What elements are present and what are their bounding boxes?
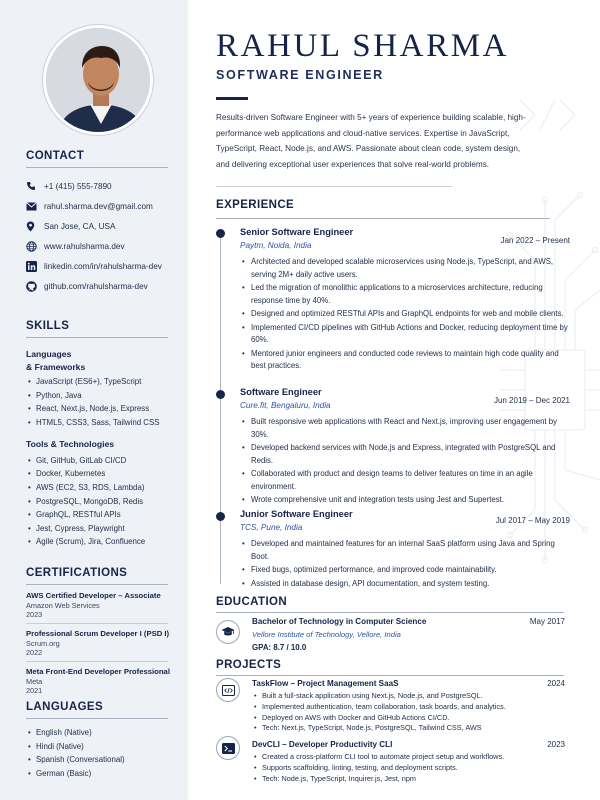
timeline-dot (216, 512, 225, 521)
school-name: Vellore Institute of Technology, Vellore, India (252, 630, 401, 639)
website-text: www.rahulsharma.dev (44, 241, 125, 251)
skill-item: • Git, GitHub, GitLab CI/CD (26, 454, 168, 468)
cert-year: 2021 (26, 686, 43, 695)
languages-divider (26, 718, 168, 719)
timeline-dot (216, 390, 225, 399)
terminal-icon (216, 736, 240, 760)
skills-group-title: Languages (26, 349, 72, 359)
cert-issuer: Meta (26, 677, 43, 686)
contact-location (26, 216, 168, 236)
project-bullet: • Built a full-stack application using Next.js, Node.js, and PostgreSQL. (252, 691, 565, 702)
job-company: Paytm, Noida, India (240, 241, 312, 250)
contact-github[interactable] (26, 276, 168, 296)
project-entry (252, 740, 565, 784)
education-heading: EDUCATION (216, 596, 288, 608)
education-date: May 2017 (529, 617, 565, 626)
job-entry (240, 226, 570, 373)
skills-group-title-line2: & Frameworks (26, 361, 86, 372)
summary-divider (216, 186, 452, 187)
job-bullet: • Built responsive web applications with React and Next.js, improving user engagement by 30%. (240, 416, 570, 441)
skill-item: • Agile (Scrum), Jira, Confluence (26, 535, 168, 549)
language-item: • Hindi (Native) (26, 740, 168, 754)
job-entry (240, 386, 570, 507)
main-column (188, 0, 600, 800)
candidate-name: RAHUL SHARMA (216, 28, 510, 64)
timeline-dot (216, 229, 225, 238)
cert-year: 2023 (26, 610, 43, 619)
cert-issuer: Scrum.org (26, 639, 60, 648)
cert-year: 2022 (26, 648, 43, 657)
job-bullet: • Assisted in database design, API documentation, and system testing. (240, 578, 570, 591)
language-item: • German (Basic) (26, 767, 168, 781)
education-divider (216, 612, 564, 613)
job-bullet: • Mentored junior engineers and conducted code reviews to maintain high code quality and best practices. (240, 348, 570, 373)
certifications-heading: CERTIFICATIONS (26, 567, 128, 579)
experience-heading: EXPERIENCE (216, 199, 295, 211)
skills-group-title: Tools & Technologies (26, 439, 115, 450)
experience-divider (216, 218, 550, 219)
cert-divider (26, 661, 168, 662)
education-entry (252, 617, 565, 652)
project-year: 2024 (547, 679, 565, 688)
project-title: DevCLI – Developer Productivity CLI (252, 740, 393, 749)
job-title: Senior Software Engineer (240, 227, 354, 237)
project-entry (252, 679, 565, 734)
language-item: • English (Native) (26, 726, 168, 740)
summary-text: Results-driven Software Engineer with 5+ years of experience building scalable, high-performance web applications and cloud-native services. Expertise in JavaScript, TypeScript, React, Node.js, and AWS. Passionate about clean code, system design, and delivering exceptional user experiences that solve real-world problems. (216, 113, 526, 169)
code-icon (216, 678, 240, 702)
job-bullet: • Collaborated with product and design teams to deliver features on time in an agile environment. (240, 468, 570, 493)
candidate-role: SOFTWARE ENGINEER (216, 68, 384, 82)
skill-item: • GraphQL, RESTful APIs (26, 508, 168, 522)
job-company: Cure.fit, Bengaluru, India (240, 401, 331, 410)
cert-name: Professional Scrum Developer I (PSD I) (26, 629, 170, 638)
title-accent-rule (216, 97, 248, 100)
linkedin-icon (26, 261, 42, 272)
job-title: Software Engineer (240, 387, 322, 397)
skill-item: • Docker, Kubernetes (26, 467, 168, 481)
languages-heading: LANGUAGES (26, 701, 104, 713)
skill-item: • AWS (EC2, S3, RDS, Lambda) (26, 481, 168, 495)
job-company: TCS, Pune, India (240, 523, 303, 532)
phone-text: +1 (415) 555-7890 (44, 181, 112, 191)
job-dates: Jun 2019 – Dec 2021 (493, 396, 570, 405)
profile-photo (43, 25, 153, 135)
contact-divider (26, 167, 168, 168)
degree-title: Bachelor of Technology in Computer Science (252, 617, 427, 626)
gpa-text: GPA: 8.7 / 10.0 (252, 643, 307, 652)
job-title: Junior Software Engineer (240, 509, 353, 519)
project-bullet: • Supports scaffolding, linting, testing, and deployment scripts. (252, 763, 565, 774)
graduation-cap-icon (216, 620, 240, 644)
skills-heading: SKILLS (26, 320, 70, 332)
location-icon (26, 221, 42, 232)
skills-group-tools (26, 438, 168, 549)
project-title: TaskFlow – Project Management SaaS (252, 679, 399, 688)
github-text: github.com/rahulsharma-dev (44, 281, 148, 291)
cert-item (26, 591, 170, 619)
project-bullet: • Tech: Node.js, TypeScript, Inquirer.js, Jest, npm (252, 774, 565, 785)
job-bullet: • Wrote comprehensive unit and integration tests using Jest and Supertest. (240, 494, 570, 507)
job-bullet: • Fixed bugs, optimized performance, and improved code maintainability. (240, 564, 570, 577)
certifications-divider (26, 584, 168, 585)
project-bullet: • Tech: Next.js, TypeScript, Node.js, PostgreSQL, Tailwind CSS, AWS (252, 723, 565, 734)
job-bullet: • Implemented CI/CD pipelines with GitHub Actions and Docker, reducing deployment time by 60%. (240, 322, 570, 347)
skill-item: • PostgreSQL, MongoDB, Redis (26, 495, 168, 509)
project-year: 2023 (547, 740, 565, 749)
phone-icon (26, 181, 42, 191)
github-icon (26, 281, 42, 292)
projects-heading: PROJECTS (216, 659, 282, 671)
contact-linkedin[interactable] (26, 256, 168, 276)
contact-email[interactable] (26, 196, 168, 216)
sidebar (0, 0, 188, 800)
cert-item (26, 629, 170, 657)
job-dates: Jul 2017 – May 2019 (495, 516, 570, 525)
skill-item: • Jest, Cypress, Playwright (26, 522, 168, 536)
project-bullet: • Created a cross-platform CLI tool to automate project setup and workflows. (252, 752, 565, 763)
projects-divider (216, 675, 564, 676)
linkedin-text: linkedin.com/in/rahulsharma-dev (44, 261, 162, 271)
skills-divider (26, 337, 168, 338)
cert-name: AWS Certified Developer – Associate (26, 591, 161, 600)
skill-item: • HTML5, CSS3, Sass, Tailwind CSS (26, 416, 168, 430)
contact-list (26, 176, 168, 296)
job-bullet: • Led the migration of monolithic applications to a microservices architecture, reducing response time by 40%. (240, 282, 570, 307)
cert-item (26, 667, 170, 695)
cert-divider (26, 623, 168, 624)
skill-item: • Python, Java (26, 389, 168, 403)
project-bullet: • Implemented authentication, team collaboration, task boards, and analytics. (252, 702, 565, 713)
job-bullet: • Architected and developed scalable microservices using Node.js, TypeScript, and AWS, serving 2M+ daily active users. (240, 256, 570, 281)
cert-name: Meta Front-End Developer Professional (26, 667, 170, 676)
skill-item: • JavaScript (ES6+), TypeScript (26, 375, 168, 389)
language-item: • Spanish (Conversational) (26, 753, 168, 767)
globe-icon (26, 241, 42, 252)
email-icon (26, 202, 42, 211)
contact-website[interactable] (26, 236, 168, 256)
project-bullet: • Deployed on AWS with Docker and GitHub Actions CI/CD. (252, 713, 565, 724)
job-bullet: • Developed and maintained features for an internal SaaS platform using Java and Spring Boot. (240, 538, 570, 563)
location-text: San Jose, CA, USA (44, 221, 116, 231)
skill-item: • React, Next.js, Node.js, Express (26, 402, 168, 416)
cert-issuer: Amazon Web Services (26, 601, 100, 610)
experience-timeline (220, 232, 221, 584)
contact-phone[interactable] (26, 176, 168, 196)
contact-heading: CONTACT (26, 150, 85, 162)
job-bullet: • Developed backend services with Node.js and Express, integrated with PostgreSQL and Redis. (240, 442, 570, 467)
email-text: rahul.sharma.dev@gmail.com (44, 201, 153, 211)
job-bullet: • Designed and optimized RESTful APIs and GraphQL endpoints for web and mobile clients. (240, 308, 570, 321)
job-entry (240, 508, 570, 590)
skills-group-languages (26, 348, 168, 429)
job-dates: Jan 2022 – Present (500, 236, 570, 245)
